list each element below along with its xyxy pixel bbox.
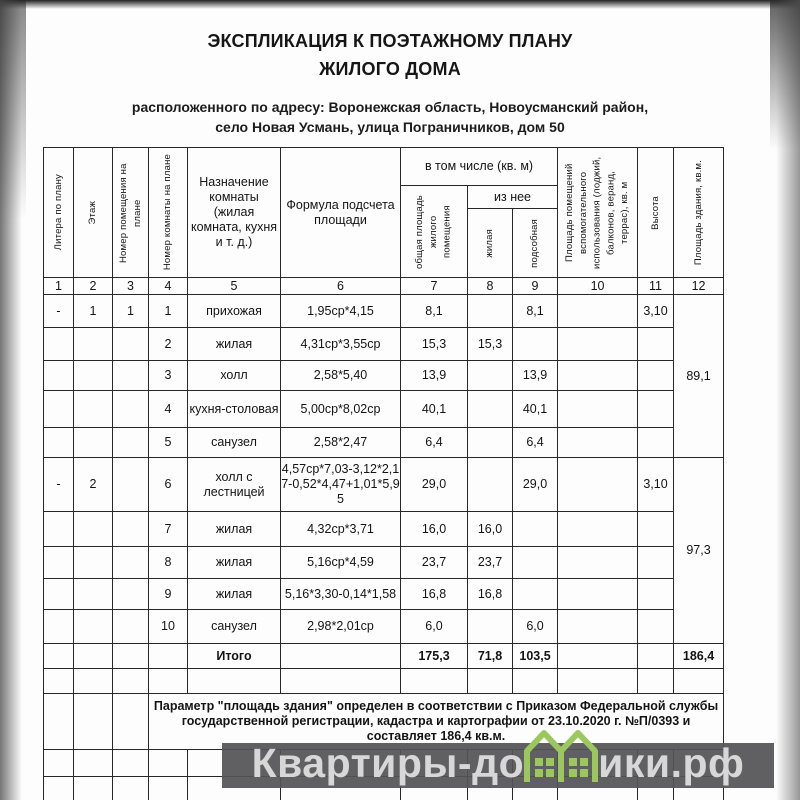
- cell-height: 3,10: [638, 458, 674, 512]
- header-living: жилая: [468, 209, 513, 278]
- col-num: 6: [281, 278, 401, 295]
- cell-empty: [74, 694, 113, 750]
- cell-living: 23,7: [468, 547, 513, 579]
- cell-premise: [113, 512, 149, 547]
- cell-room: 9: [149, 579, 188, 610]
- cell-formula: 2,98*2,01ср: [281, 610, 401, 644]
- cell-utility: 6,4: [513, 428, 558, 458]
- cell-utility: 29,0: [513, 458, 558, 512]
- cell-premise: 1: [113, 295, 149, 328]
- cell-purpose: жилая: [188, 328, 281, 361]
- empty-row: [44, 669, 724, 694]
- cell-litera: [44, 610, 74, 644]
- cell-empty: [113, 694, 149, 750]
- cell-purpose: санузел: [188, 428, 281, 458]
- cell-room: 4: [149, 391, 188, 428]
- cell-utility: 13,9: [513, 361, 558, 391]
- cell-floor: [74, 512, 113, 547]
- cell-premise: [113, 391, 149, 428]
- cell-litera: [44, 512, 74, 547]
- cell-aux: [558, 428, 638, 458]
- col-num: 12: [674, 278, 724, 295]
- cell-total: 16,0: [401, 512, 468, 547]
- header-height: Высота: [638, 148, 674, 278]
- cell-building-area-floor2: 97,3: [674, 458, 724, 644]
- cell-utility: 6,0: [513, 610, 558, 644]
- cell-height: [638, 391, 674, 428]
- cell-room: 2: [149, 328, 188, 361]
- col-num: 8: [468, 278, 513, 295]
- cell-empty: [74, 777, 113, 800]
- green-houses-icon: [519, 725, 603, 788]
- cell-room: 3: [149, 361, 188, 391]
- cell-empty: [558, 644, 638, 669]
- col-num: 10: [558, 278, 638, 295]
- watermark-banner: [222, 740, 774, 788]
- cell-empty: [281, 669, 401, 694]
- cell-total: 16,8: [401, 579, 468, 610]
- cell-empty: [113, 669, 149, 694]
- cell-formula: 1,95ср*4,15: [281, 295, 401, 328]
- cell-formula: 4,31ср*3,55ср: [281, 328, 401, 361]
- col-num: 7: [401, 278, 468, 295]
- cell-utility: 8,1: [513, 295, 558, 328]
- cell-empty: [74, 669, 113, 694]
- cell-premise: [113, 547, 149, 579]
- cell-total: 40,1: [401, 391, 468, 428]
- cell-living: 16,8: [468, 579, 513, 610]
- cell-floor: [74, 391, 113, 428]
- header-room-number: Номер комнаты на плане: [149, 148, 188, 278]
- cell-room: 1: [149, 295, 188, 328]
- cell-aux: [558, 361, 638, 391]
- cell-total: 23,7: [401, 547, 468, 579]
- cell-aux: [558, 610, 638, 644]
- cell-aux: [558, 547, 638, 579]
- cell-total: 29,0: [401, 458, 468, 512]
- cell-utility: [513, 328, 558, 361]
- col-num: 1: [44, 278, 74, 295]
- cell-empty: [74, 644, 113, 669]
- cell-empty: [44, 777, 74, 800]
- cell-purpose: жилая: [188, 547, 281, 579]
- cell-room: 8: [149, 547, 188, 579]
- cell-empty: [281, 644, 401, 669]
- cell-formula: 5,00ср*8,02ср: [281, 391, 401, 428]
- cell-premise: [113, 579, 149, 610]
- cell-empty: [149, 669, 188, 694]
- cell-total: 8,1: [401, 295, 468, 328]
- cell-litera: -: [44, 458, 74, 512]
- header-row-1: [44, 148, 724, 186]
- cell-empty: [44, 644, 74, 669]
- cell-living: [468, 458, 513, 512]
- watermark-text-right: ики.рф: [598, 740, 745, 786]
- table-row: [44, 458, 724, 512]
- cell-living: 16,0: [468, 512, 513, 547]
- cell-empty: [188, 669, 281, 694]
- header-formula: Формула подсчета площади: [281, 148, 401, 278]
- cell-floor: [74, 610, 113, 644]
- totals-living-area: 71,8: [468, 644, 513, 669]
- cell-litera: [44, 547, 74, 579]
- cell-living: [468, 428, 513, 458]
- cell-litera: -: [44, 295, 74, 328]
- cell-total: 13,9: [401, 361, 468, 391]
- cell-room: 6: [149, 458, 188, 512]
- cell-floor: 1: [74, 295, 113, 328]
- header-group-of-it: из нее: [468, 186, 558, 209]
- cell-premise: [113, 361, 149, 391]
- col-num: 2: [74, 278, 113, 295]
- cell-living: [468, 610, 513, 644]
- header-utility: подсобная: [513, 209, 558, 278]
- header-group-including: в том числе (кв. м): [401, 148, 558, 186]
- address-line-2: село Новая Усмань, улица Пограничников, дом 50: [215, 119, 565, 136]
- address-line-1: расположенного по адресу: Воронежская область, Новоусманский район,: [131, 99, 649, 115]
- cell-purpose: жилая: [188, 512, 281, 547]
- cell-litera: [44, 428, 74, 458]
- cell-height: 3,10: [638, 295, 674, 328]
- header-building-area: Площадь здания, кв.м.: [674, 148, 724, 278]
- header-premise-number: Номер помещения на плане: [113, 148, 149, 278]
- cell-empty: [638, 669, 674, 694]
- cell-utility: [513, 579, 558, 610]
- cell-living: [468, 295, 513, 328]
- cell-premise: [113, 428, 149, 458]
- cell-height: [638, 512, 674, 547]
- cell-empty: [149, 750, 188, 777]
- cell-utility: [513, 547, 558, 579]
- cell-empty: [149, 644, 188, 669]
- cell-living: 15,3: [468, 328, 513, 361]
- col-num: 3: [113, 278, 149, 295]
- watermark-text-left: Квартиры-до: [251, 740, 525, 786]
- document-title: [0, 28, 780, 84]
- cell-floor: [74, 428, 113, 458]
- table-row: [44, 391, 724, 428]
- cell-floor: [74, 547, 113, 579]
- header-total-area: общая площадь жилого помещения: [401, 186, 468, 278]
- cell-total: 6,4: [401, 428, 468, 458]
- cell-floor: [74, 579, 113, 610]
- cell-room: 10: [149, 610, 188, 644]
- scan-shadow-left-top: [0, 0, 26, 220]
- header-purpose: Назначение комнаты (жилая комната, кухня и т. д.): [188, 148, 281, 278]
- cell-aux: [558, 295, 638, 328]
- cell-premise: [113, 610, 149, 644]
- header-floor: Этаж: [74, 148, 113, 278]
- cell-height: [638, 428, 674, 458]
- cell-height: [638, 547, 674, 579]
- totals-building-area: 186,4: [674, 644, 724, 669]
- totals-label: Итого: [188, 644, 281, 669]
- cell-room: 5: [149, 428, 188, 458]
- cell-aux: [558, 579, 638, 610]
- cell-building-area-floor1: 89,1: [674, 295, 724, 458]
- cell-utility: 40,1: [513, 391, 558, 428]
- cell-living: [468, 391, 513, 428]
- cell-total: 15,3: [401, 328, 468, 361]
- totals-utility-area: 103,5: [513, 644, 558, 669]
- cell-empty: [44, 694, 74, 750]
- cell-formula: 4,32ср*3,71: [281, 512, 401, 547]
- document-address: [0, 97, 780, 138]
- cell-utility: [513, 512, 558, 547]
- cell-formula: 5,16ср*4,59: [281, 547, 401, 579]
- cell-empty: [44, 669, 74, 694]
- cell-formula: 5,16*3,30-0,14*1,58: [281, 579, 401, 610]
- cell-height: [638, 579, 674, 610]
- table-row: [44, 361, 724, 391]
- table-row: [44, 512, 724, 547]
- cell-purpose: холл с лестницей: [188, 458, 281, 512]
- cell-purpose: холл: [188, 361, 281, 391]
- column-number-row: [44, 278, 724, 295]
- cell-empty: [44, 750, 74, 777]
- cell-premise: [113, 458, 149, 512]
- cell-litera: [44, 391, 74, 428]
- cell-litera: [44, 328, 74, 361]
- cell-living: [468, 361, 513, 391]
- cell-purpose: жилая: [188, 579, 281, 610]
- table-row: [44, 428, 724, 458]
- cell-empty: [113, 644, 149, 669]
- cell-room: 7: [149, 512, 188, 547]
- cell-total: 6,0: [401, 610, 468, 644]
- cell-purpose: прихожая: [188, 295, 281, 328]
- totals-total-area: 175,3: [401, 644, 468, 669]
- cell-floor: 2: [74, 458, 113, 512]
- cell-formula: 4,57ср*7,03-3,12*2,17-0,52*4,47+1,01*5,95: [281, 458, 401, 512]
- cell-floor: [74, 328, 113, 361]
- title-line-1: ЭКСПЛИКАЦИЯ К ПОЭТАЖНОМУ ПЛАНУ: [207, 31, 573, 51]
- table-row: [44, 579, 724, 610]
- col-num: 9: [513, 278, 558, 295]
- cell-empty: [468, 669, 513, 694]
- cell-height: [638, 361, 674, 391]
- cell-aux: [558, 458, 638, 512]
- cell-aux: [558, 512, 638, 547]
- cell-purpose: кухня-столовая: [188, 391, 281, 428]
- col-num: 11: [638, 278, 674, 295]
- cell-aux: [558, 328, 638, 361]
- cell-floor: [74, 361, 113, 391]
- cell-empty: [513, 669, 558, 694]
- scan-shadow-top: [0, 0, 800, 9]
- cell-empty: [74, 750, 113, 777]
- scan-shadow-right-top: [770, 0, 800, 150]
- cell-empty: [674, 669, 724, 694]
- cell-purpose: санузел: [188, 610, 281, 644]
- cell-aux: [558, 391, 638, 428]
- cell-empty: [113, 750, 149, 777]
- table-row: [44, 328, 724, 361]
- header-litera: Литера по плану: [44, 148, 74, 278]
- col-num: 5: [188, 278, 281, 295]
- table-row: [44, 295, 724, 328]
- table-row: [44, 547, 724, 579]
- building-area-note: Параметр "площадь здания" определен в соответствии с Приказом Федеральной службы государственной регистрации, кадастра и картографии от 23.10.2020 г. №П/0393 и составляет 186,4 кв.м.: [149, 694, 724, 750]
- cell-premise: [113, 328, 149, 361]
- cell-formula: 2,58*2,47: [281, 428, 401, 458]
- cell-empty: [149, 777, 188, 800]
- cell-empty: [638, 644, 674, 669]
- cell-formula: 2,58*5,40: [281, 361, 401, 391]
- cell-empty: [558, 669, 638, 694]
- cell-empty: [113, 777, 149, 800]
- totals-row: [44, 644, 724, 669]
- cell-height: [638, 328, 674, 361]
- col-num: 4: [149, 278, 188, 295]
- cell-litera: [44, 579, 74, 610]
- cell-height: [638, 610, 674, 644]
- cell-empty: [401, 669, 468, 694]
- table-row: [44, 610, 724, 644]
- cell-litera: [44, 361, 74, 391]
- explication-table: [43, 147, 724, 800]
- title-line-2: ЖИЛОГО ДОМА: [319, 58, 461, 79]
- header-aux-area: Площадь помещений вспомогательного использования (лоджий, балконов, веранд, террас), кв. м: [558, 148, 638, 278]
